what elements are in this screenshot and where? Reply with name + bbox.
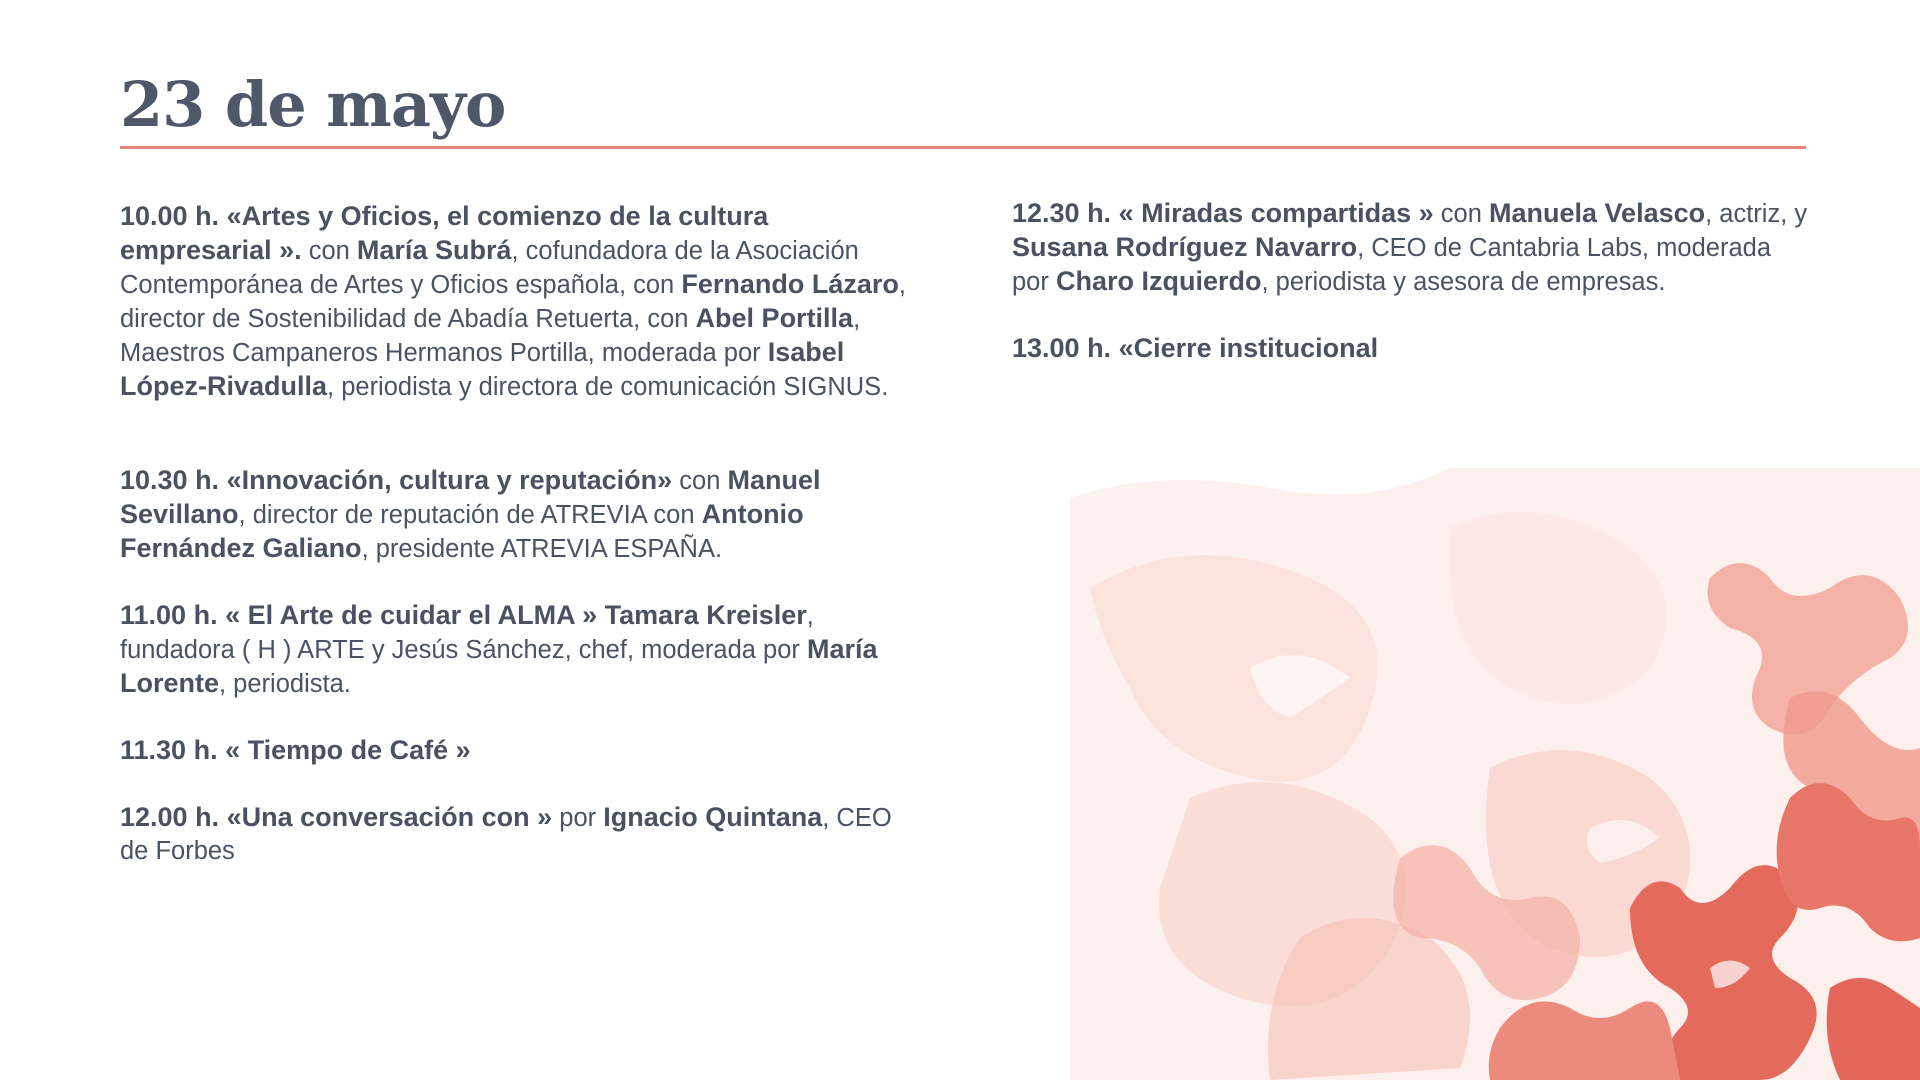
coral-decoration (1070, 468, 1920, 1080)
text-segment: , fundadora ( H ) ARTE y Jesús Sánchez, chef, moderada por (120, 602, 814, 664)
text-segment: con (1433, 200, 1489, 228)
schedule-right-column (1012, 197, 1808, 399)
schedule-item-1000 (120, 200, 920, 404)
bold-text-segment: Charo Izquierdo (1055, 266, 1262, 296)
bold-text-segment: María Subrá (356, 235, 512, 265)
bold-text-segment: Antonio Fernández Galiano (120, 499, 804, 563)
text-segment: , periodista. (219, 670, 351, 698)
bold-text-segment: Manuela Velasco (1489, 198, 1706, 228)
bold-text-segment: 10.30 h. «Innovación, cultura y reputación» (120, 465, 673, 495)
text-segment: , Maestros Campaneros Hermanos Portilla, moderada por (120, 305, 861, 367)
bold-text-segment: María Lorente (120, 634, 878, 698)
bold-text-segment: 12.00 h. «Una conversación con » (120, 802, 553, 832)
schedule-item-1100 (120, 599, 920, 701)
text-segment: , actriz, y (1705, 200, 1808, 228)
text-segment: , periodista y directora de comunicación SIGNUS. (327, 373, 889, 401)
schedule-item-1230 (1012, 197, 1808, 299)
bold-text-segment: Abel Portilla (695, 303, 854, 333)
text-segment: , director de reputación de ATREVIA con (238, 501, 702, 529)
bold-text-segment: 11.00 h. « El Arte de cuidar el ALMA » (120, 600, 605, 630)
schedule-left-column (120, 200, 920, 901)
text-segment: , CEO de Cantabria Labs, moderada por (1012, 234, 1771, 296)
bold-text-segment: Manuel Sevillano (120, 465, 821, 529)
text-segment: con (672, 467, 728, 495)
bold-text-segment: 10.00 h. «Artes y Oficios, el comienzo de la cultura empresarial ». (120, 201, 769, 265)
text-segment: , cofundadora de la Asociación Contemporánea de Artes y Oficios española, con (120, 237, 859, 299)
text-segment: , presidente ATREVIA ESPAÑA. (361, 535, 723, 563)
page-title: 23 de mayo (120, 68, 506, 141)
bold-text-segment: 13.00 h. «Cierre institucional (1012, 333, 1379, 363)
bold-text-segment: Isabel López-Rivadulla (120, 337, 845, 401)
bold-text-segment: Tamara Kreisler (604, 600, 807, 630)
text-segment: con (301, 237, 357, 265)
schedule-item-1030 (120, 464, 920, 566)
bold-text-segment: 11.30 h. « Tiempo de Café » (120, 735, 471, 765)
schedule-item-1300 (1012, 332, 1808, 366)
bold-text-segment: Fernando Lázaro (681, 269, 899, 299)
schedule-item-1130 (120, 734, 920, 768)
bold-text-segment: Ignacio Quintana (603, 802, 823, 832)
text-segment: por (552, 804, 604, 832)
title-divider (120, 146, 1806, 149)
bold-text-segment: Susana Rodríguez Navarro (1012, 232, 1358, 262)
text-segment: , director de Sostenibilidad de Abadía Retuerta, con (120, 271, 906, 333)
text-segment: , periodista y asesora de empresas. (1261, 268, 1666, 296)
schedule-item-1200 (120, 801, 920, 868)
text-segment: , CEO de Forbes (120, 804, 892, 865)
bold-text-segment: 12.30 h. « Miradas compartidas » (1012, 198, 1434, 228)
